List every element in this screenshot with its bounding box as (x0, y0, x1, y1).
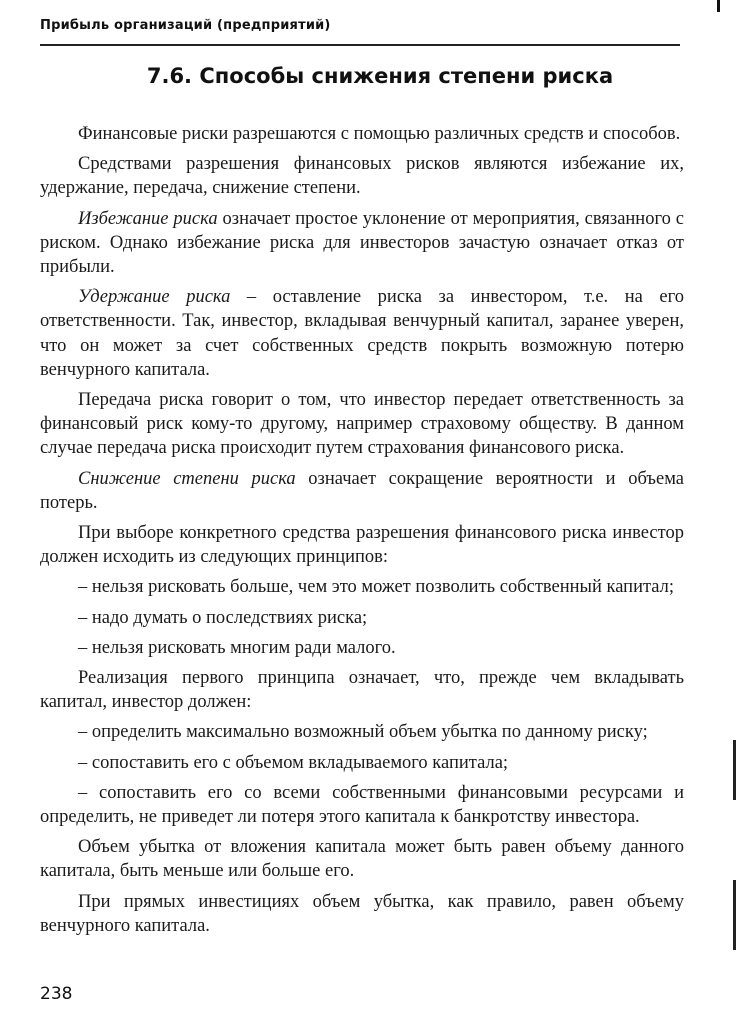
paragraph-9 (40, 835, 684, 883)
list-item-step-2 (40, 751, 684, 775)
paragraph-text: – оставление риска за инвестором, т.е. на его ответственности. Так, инвестор, вкладывая венчурный капитал, заранее уверен, что он может за счет собственных средств покрыть возможную потерю венчурного капитала. (40, 287, 684, 380)
paragraph-10 (40, 890, 684, 938)
paragraph-text: Реализация первого принципа означает, что, прежде чем вкладывать капитал, инвестор должен: (40, 668, 684, 713)
list-item-text: – сопоставить его со всеми собственными финансовыми ресурсами и определить, не приведет ли потеря этого капитала к банкротству инвестора. (40, 782, 684, 828)
paragraph-text: При выборе конкретного средства разрешения финансового риска инвестор должен исходить из следующих принципов: (40, 523, 684, 568)
paragraph-text: означает сокращение вероятности и объема потерь. (40, 468, 684, 513)
paragraph-8 (40, 666, 684, 714)
paragraph-7 (40, 521, 684, 569)
scan-edge-mark (733, 740, 736, 800)
paragraph-2 (40, 152, 684, 200)
body-text (40, 122, 684, 944)
section-title: 7.6. Способы снижения степени риска (146, 64, 614, 88)
paragraph-text: Средствами разрешения финансовых рисков являются избежание их, удержание, передача, снижение степени. (40, 154, 684, 199)
running-header: Прибыль организаций (предприятий) (40, 18, 331, 33)
list-item-text: – определить максимально возможный объем убытка по данному риску; (78, 722, 648, 743)
paragraph-6 (40, 467, 684, 515)
list-item-principle-2 (40, 606, 684, 630)
list-item-principle-3 (40, 636, 684, 660)
term-avoidance: Избежание риска (78, 208, 218, 229)
paragraph-text: означает простое уклонение от мероприятия, связанного с риском. Однако избежание риска для инвесторов зачастую означает отказ от прибыли. (40, 208, 684, 278)
paragraph-1 (40, 122, 684, 146)
header-rule (40, 44, 680, 46)
scan-edge-mark (717, 0, 720, 12)
list-item-text: – сопоставить его с объемом вкладываемого капитала; (78, 752, 509, 773)
list-item-principle-1 (40, 575, 684, 599)
paragraph-4 (40, 285, 684, 382)
paragraph-text: При прямых инвестициях объем убытка, как правило, равен объему венчурного капитала. (40, 891, 684, 936)
paragraph-3 (40, 207, 684, 280)
page-number: 238 (40, 984, 73, 1004)
term-reduction: Снижение степени риска (78, 468, 296, 489)
paragraph-text: Объем убытка от вложения капитала может быть равен объему данного капитала, быть меньше или больше его. (40, 837, 684, 882)
list-item-text: – нельзя рисковать многим ради малого. (78, 637, 396, 658)
list-item-text: – нельзя рисковать больше, чем это может позволить собственный капитал; (78, 577, 675, 598)
list-item-step-3 (40, 781, 684, 829)
list-item-step-1 (40, 720, 684, 744)
paragraph-text: Передача риска говорит о том, что инвестор передает ответственность за финансовый риск кому-то другому, например страховому обществу. В данном случае передача риска происходит путем страхования финансового риска. (40, 390, 684, 459)
paragraph-5 (40, 388, 684, 461)
scan-edge-mark (733, 880, 736, 950)
term-retention: Удержание риска (78, 287, 231, 308)
paragraph-text: Финансовые риски разрешаются с помощью различных средств и способов. (78, 124, 681, 144)
list-item-text: – надо думать о последствиях риска; (78, 607, 368, 628)
